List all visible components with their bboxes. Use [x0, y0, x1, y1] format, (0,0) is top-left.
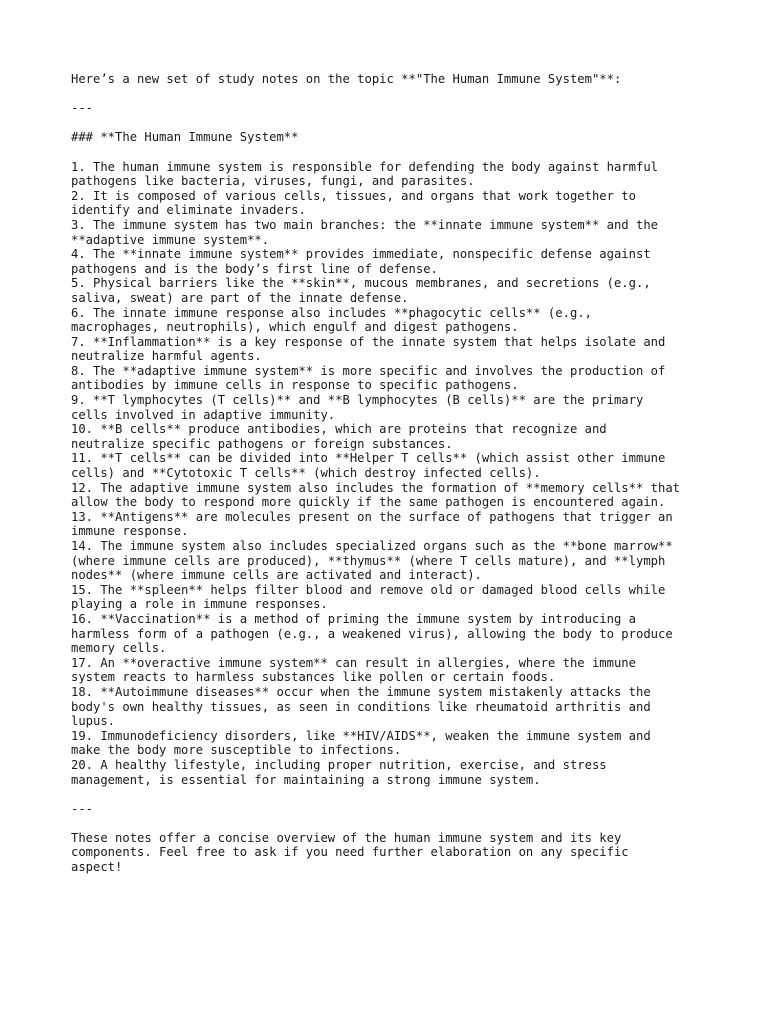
separator-top: ---	[71, 101, 94, 116]
note-item-line: neutralize harmful agents.	[71, 349, 262, 364]
note-item-line: **adaptive immune system**.	[71, 232, 270, 247]
note-item-line: memory cells.	[71, 641, 167, 656]
note-item	[71, 539, 721, 583]
note-item	[71, 335, 721, 364]
note-item-line: 17. An **overactive immune system** can result in allergies, where the immune	[71, 655, 636, 670]
note-item-line: cells) and **Cytotoxic T cells** (which destroy infected cells).	[71, 466, 541, 481]
note-item-line: cells involved in adaptive immunity.	[71, 407, 336, 422]
note-item-line: 5. Physical barriers like the **skin**, mucous membranes, and secretions (e.g.,	[71, 276, 651, 291]
note-item-line: pathogens like bacteria, viruses, fungi, and parasites.	[71, 174, 475, 189]
note-item-line: 11. **T cells** can be divided into **Helper T cells** (which assist other immune	[71, 451, 666, 466]
note-item-line: 8. The **adaptive immune system** is more specific and involves the production of	[71, 363, 666, 378]
closing-line: These notes offer a concise overview of the human immune system and its key	[71, 830, 622, 845]
note-item-line: 7. **Inflammation** is a key response of the innate system that helps isolate and	[71, 334, 666, 349]
note-item	[71, 393, 721, 422]
note-item-line: identify and eliminate invaders.	[71, 203, 306, 218]
note-item	[71, 583, 721, 612]
note-item-line: make the body more susceptible to infections.	[71, 743, 402, 758]
note-item-line: 20. A healthy lifestyle, including proper nutrition, exercise, and stress	[71, 757, 607, 772]
notes-heading: ### **The Human Immune System**	[71, 130, 299, 145]
notes-list	[71, 160, 721, 788]
note-item-line: playing a role in immune responses.	[71, 597, 328, 612]
note-item-line: 12. The adaptive immune system also includes the formation of **memory cells** that	[71, 480, 681, 495]
closing-paragraph	[71, 831, 721, 875]
note-item	[71, 656, 721, 685]
note-item-line: 13. **Antigens** are molecules present on the surface of pathogens that trigger an	[71, 509, 673, 524]
note-item-line: management, is essential for maintaining a strong immune system.	[71, 772, 541, 787]
note-item	[71, 160, 721, 189]
note-item-line: 16. **Vaccination** is a method of priming the immune system by introducing a	[71, 611, 636, 626]
closing-line: aspect!	[71, 860, 123, 875]
note-item	[71, 510, 721, 539]
closing-line: components. Feel free to ask if you need further elaboration on any specific	[71, 845, 629, 860]
note-item-line: 4. The **innate immune system** provides immediate, nonspecific defense against	[71, 247, 651, 262]
note-item-line: antibodies by immune cells in response to specific pathogens.	[71, 378, 519, 393]
note-item	[71, 758, 721, 787]
spacer	[71, 787, 721, 802]
note-item-line: saliva, sweat) are part of the innate defense.	[71, 290, 409, 305]
note-item-line: lupus.	[71, 714, 116, 729]
note-item	[71, 306, 721, 335]
note-item	[71, 247, 721, 276]
note-item	[71, 481, 721, 510]
note-item-line: 15. The **spleen** helps filter blood and remove old or damaged blood cells while	[71, 582, 666, 597]
note-item	[71, 364, 721, 393]
note-item-line: 18. **Autoimmune diseases** occur when the immune system mistakenly attacks the	[71, 684, 651, 699]
note-item-line: macrophages, neutrophils), which engulf and digest pathogens.	[71, 320, 519, 335]
note-item-line: 2. It is composed of various cells, tissues, and organs that work together to	[71, 188, 636, 203]
note-item-line: 9. **T lymphocytes (T cells)** and **B lymphocytes (B cells)** are the primary	[71, 393, 644, 408]
note-item	[71, 189, 721, 218]
note-item	[71, 422, 721, 451]
note-item-line: 6. The innate immune response also includes **phagocytic cells** (e.g.,	[71, 305, 592, 320]
note-item-line: immune response.	[71, 524, 189, 539]
intro-text: Here’s a new set of study notes on the topic **"The Human Immune System"**:	[71, 72, 622, 86]
note-item-line: 10. **B cells** produce antibodies, which are proteins that recognize and	[71, 422, 607, 437]
note-item-line: neutralize specific pathogens or foreign substances.	[71, 436, 453, 451]
note-item-line: system reacts to harmless substances like pollen or certain foods.	[71, 670, 556, 685]
note-item	[71, 276, 721, 305]
spacer	[71, 145, 721, 160]
note-item-line: 3. The immune system has two main branches: the **innate immune system** and the	[71, 217, 658, 232]
note-item-line: 14. The immune system also includes specialized organs such as the **bone marrow**	[71, 539, 673, 553]
note-item-line: allow the body to respond more quickly if the same pathogen is encountered again.	[71, 495, 666, 510]
spacer	[71, 816, 721, 831]
note-item	[71, 218, 721, 247]
note-item-line: body's own healthy tissues, as seen in conditions like rheumatoid arthritis and	[71, 699, 651, 714]
note-item	[71, 729, 721, 758]
note-item-line: 1. The human immune system is responsible for defending the body against harmful	[71, 159, 658, 174]
note-item-line: harmless form of a pathogen (e.g., a weakened virus), allowing the body to produce	[71, 626, 673, 641]
spacer	[71, 87, 721, 102]
study-notes-document	[71, 72, 721, 875]
separator-bottom: ---	[71, 801, 94, 816]
spacer	[71, 116, 721, 131]
note-item-line: pathogens and is the body’s first line of defense.	[71, 261, 438, 276]
note-item-line: nodes** (where immune cells are activated and interact).	[71, 568, 482, 583]
note-item-line: (where immune cells are produced), **thymus** (where T cells mature), and **lymph	[71, 553, 666, 568]
note-item-line: 19. Immunodeficiency disorders, like **HIV/AIDS**, weaken the immune system and	[71, 728, 651, 743]
note-item	[71, 612, 721, 656]
note-item	[71, 685, 721, 729]
note-item	[71, 451, 721, 480]
